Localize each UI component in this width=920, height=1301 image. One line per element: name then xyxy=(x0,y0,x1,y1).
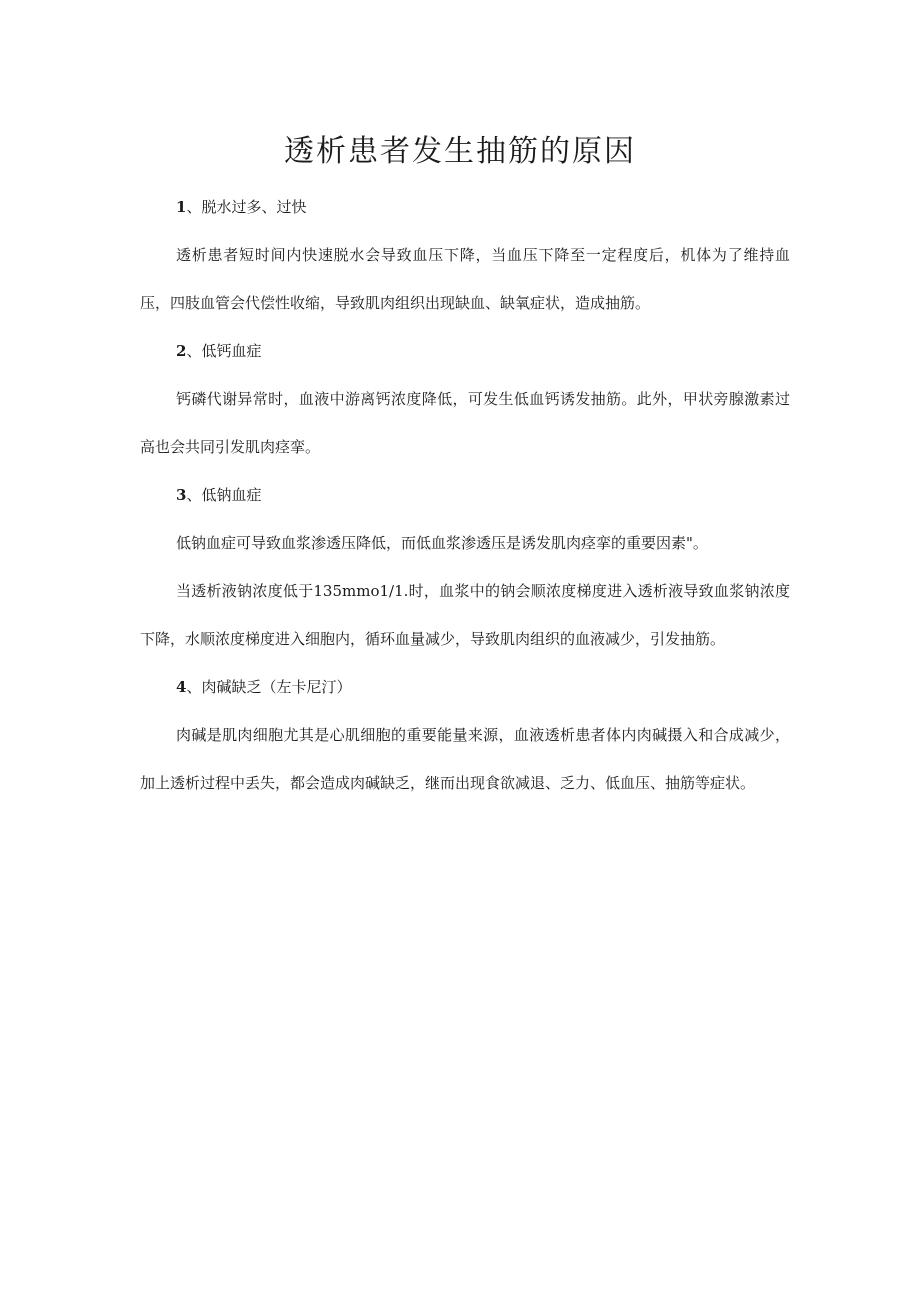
section-number: 3 xyxy=(176,486,187,504)
document-title: 透析患者发生抽筋的原因 xyxy=(284,134,636,169)
section-number: 1 xyxy=(176,198,187,216)
section-paragraph: 肉碱是肌肉细胞尤其是心肌细胞的重要能量来源，血液透析患者体内肉碱摄入和合成减少，加上透析过程中丢失，都会造成肉碱缺乏，继而出现食欲减退、乏力、低血压、抽筋等症状。 xyxy=(140,726,790,792)
section-paragraph: 钙磷代谢异常时，血液中游离钙浓度降低，可发生低血钙诱发抽筋。此外，甲状旁腺激素过高也会共同引发肌肉痉挛。 xyxy=(140,390,790,456)
section-heading-3 xyxy=(140,484,790,508)
section-number: 2 xyxy=(176,342,187,360)
section-heading-text: 、脱水过多、过快 xyxy=(186,198,307,216)
section-paragraph: 当透析液钠浓度低于135mmo1∕1.时，血浆中的钠会顺浓度梯度进入透析液导致血浆钠浓度下降，水顺浓度梯度进入细胞内，循环血量减少，导致肌肉组织的血液减少，引发抽筋。 xyxy=(140,582,790,648)
section-heading-1 xyxy=(140,196,790,220)
section-paragraph: 透析患者短时间内快速脱水会导致血压下降，当血压下降至一定程度后，机体为了维持血压，四肢血管会代偿性收缩，导致肌肉组织出现缺血、缺氧症状，造成抽筋。 xyxy=(140,246,790,312)
section-heading-text: 、肉碱缺乏（左卡尼汀） xyxy=(186,678,352,696)
section-heading-4 xyxy=(140,676,790,700)
section-heading-2 xyxy=(140,340,790,364)
section-paragraph: 低钠血症可导致血浆渗透压降低，而低血浆渗透压是诱发肌肉痉挛的重要因素"。 xyxy=(176,534,708,552)
section-number: 4 xyxy=(176,678,187,696)
document-body xyxy=(140,196,790,807)
section-heading-text: 、低钙血症 xyxy=(186,342,262,360)
section-heading-text: 、低钠血症 xyxy=(186,486,262,504)
